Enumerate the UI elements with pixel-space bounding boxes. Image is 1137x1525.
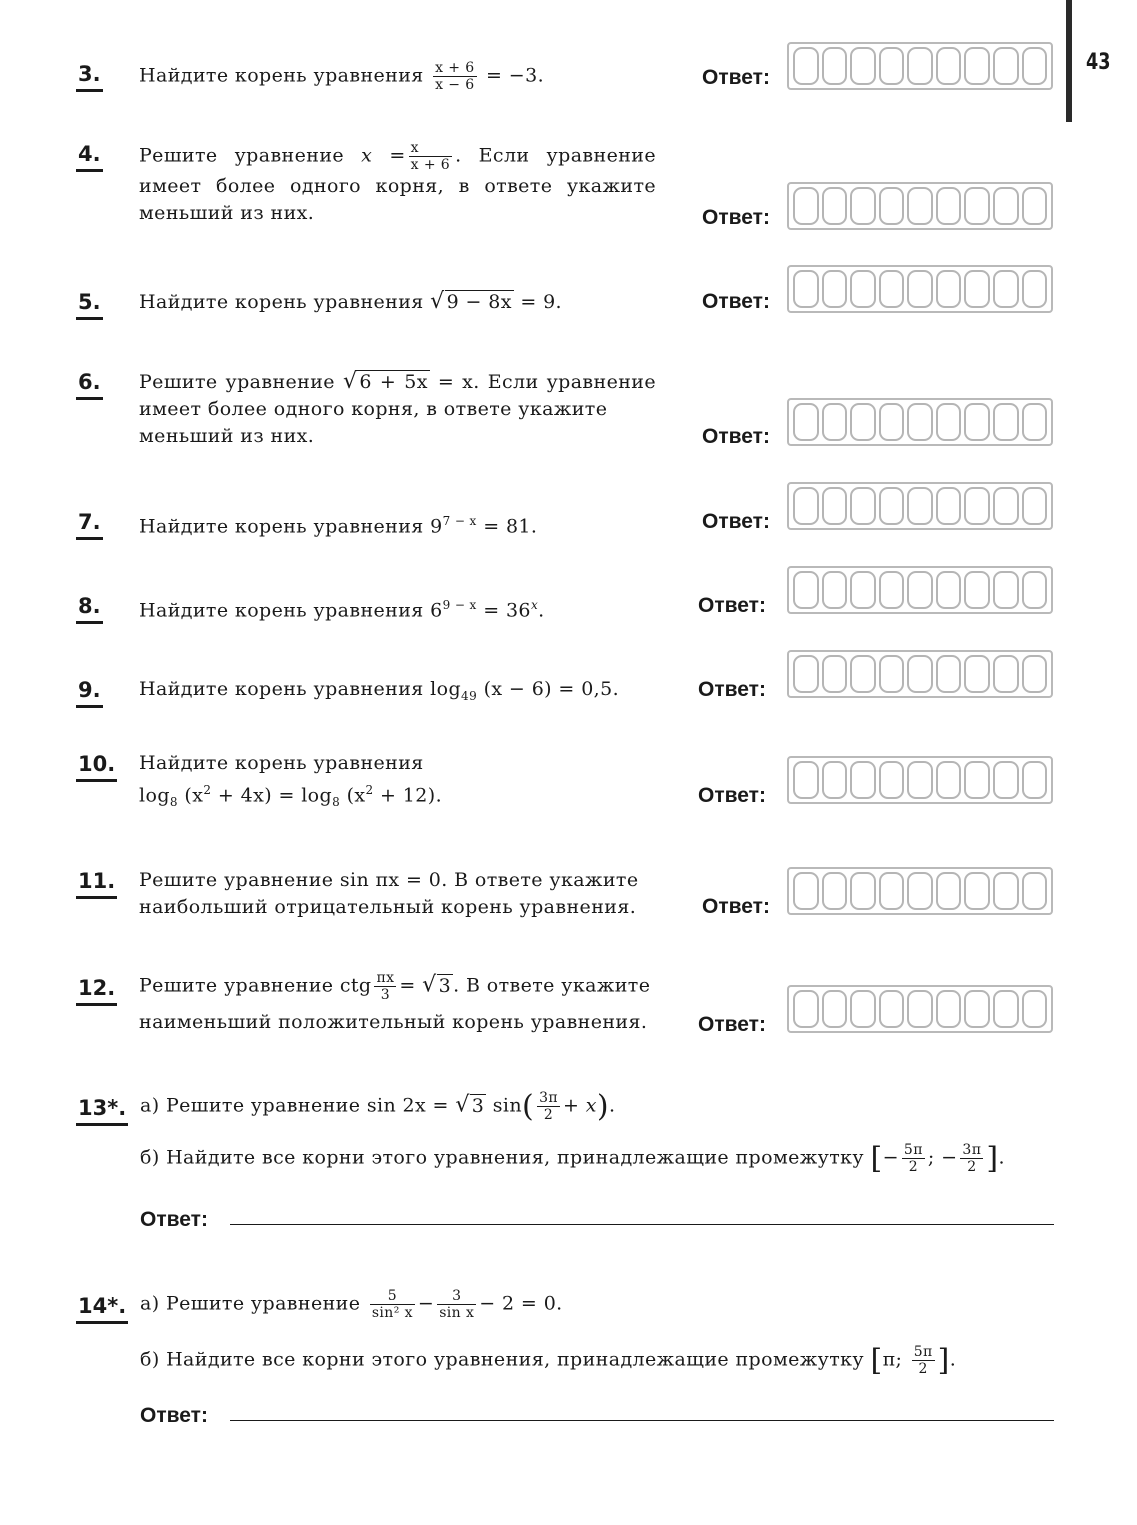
task-5-text: Найдите корень уравнения √ 9 − 8x = 9. xyxy=(139,289,562,314)
task-14-number: 14*. xyxy=(76,1294,128,1324)
task-7-answer-boxes[interactable] xyxy=(787,482,1053,530)
task-8-answer-boxes[interactable] xyxy=(787,566,1053,614)
task-10-number: 10. xyxy=(76,752,117,782)
task-11-number: 11. xyxy=(76,869,117,899)
task-6-number: 6. xyxy=(76,370,103,400)
task-14-part-b: б) Найдите все корни этого уравнения, принадлежащие промежутку [π; $\frac{5\pi}{2}$ ]. xyxy=(140,1343,957,1378)
task-10-answer-label: Ответ: xyxy=(698,784,766,807)
task-12-answer-boxes[interactable] xyxy=(787,985,1053,1033)
task-12-answer-label: Ответ: xyxy=(698,1013,766,1036)
task-10-text: Найдите корень уравнения $\log_8 (x^2 + 4x) = \log_8 (x^2 + 12)$. xyxy=(139,752,443,810)
task-8-text: Найдите корень уравнения $6^{9 - x} = 36^x$. xyxy=(139,598,545,622)
task-11-text: Решите уравнение sin πx = 0. В ответе укажите наибольший отрицательный корень уравнения. xyxy=(139,869,639,918)
task-4-answer-boxes[interactable] xyxy=(787,182,1053,230)
task-14-answer-label: Ответ: xyxy=(140,1404,208,1427)
task-13-answer-label: Ответ: xyxy=(140,1208,208,1231)
task-12-text: Решите уравнение ctg $\frac{\pi x}{3}$ = √ 3 . В ответе укажите наименьший положительный корень уравнения. xyxy=(139,970,651,1033)
task-9-text: Найдите корень уравнения $\log_{49} (x - 6) = 0,5$. xyxy=(139,678,620,703)
task-7-number: 7. xyxy=(76,510,103,540)
task-13-part-a: а) Решите уравнение sin 2x = √ 3 sin( $\frac{3\pi}{2}$ + x). xyxy=(140,1089,616,1124)
task-13-answer-line[interactable] xyxy=(230,1224,1054,1225)
page-number: 43 xyxy=(1086,50,1111,75)
task-8-number: 8. xyxy=(76,594,103,624)
task-3-answer-boxes[interactable] xyxy=(787,42,1053,90)
task-10-answer-boxes[interactable] xyxy=(787,756,1053,804)
task-13-number: 13*. xyxy=(76,1096,128,1126)
task-3-number: 3. xyxy=(76,62,103,92)
page-edge-bar xyxy=(1066,0,1072,122)
task-5-answer-label: Ответ: xyxy=(702,290,770,313)
task-9-answer-boxes[interactable] xyxy=(787,650,1053,698)
task-6-answer-label: Ответ: xyxy=(702,425,770,448)
task-14-part-a: а) Решите уравнение $\frac{5}{\text{sin² x}}$ − $\frac{3}{\text{sin x}}$ − 2 = 0. xyxy=(140,1288,563,1321)
task-14-answer-line[interactable] xyxy=(230,1420,1054,1421)
task-5-answer-boxes[interactable] xyxy=(787,265,1053,313)
task-7-text: Найдите корень уравнения $9^{7 - x} = 81$. xyxy=(139,514,538,538)
task-5-number: 5. xyxy=(76,290,103,320)
task-9-answer-label: Ответ: xyxy=(698,678,766,701)
task-4-answer-label: Ответ: xyxy=(702,206,770,229)
task-4-text: Решите уравнение x = $\frac{x}{x + 6}$ . Если уравнение имеет более одного корня, в ответе укажите меньший из них. xyxy=(139,140,657,224)
task-8-answer-label: Ответ: xyxy=(698,594,766,617)
task-7-answer-label: Ответ: xyxy=(702,510,770,533)
task-11-answer-boxes[interactable] xyxy=(787,867,1053,915)
task-12-number: 12. xyxy=(76,976,117,1006)
task-3-text: Найдите корень уравнения $\frac{x + 6}{x - 6}$ = −3. xyxy=(139,60,545,93)
task-13-part-b: б) Найдите все корни этого уравнения, принадлежащие промежутку [− $\frac{5\pi}{2}$ ; − $\frac{3\pi}{2}$ ]. xyxy=(140,1141,1005,1176)
task-6-answer-boxes[interactable] xyxy=(787,398,1053,446)
task-3-fraction: $\frac{x + 6}{x - 6}$ xyxy=(435,60,475,93)
task-9-number: 9. xyxy=(76,678,103,708)
task-3-answer-label: Ответ: xyxy=(702,66,770,89)
task-4-number: 4. xyxy=(76,142,103,172)
task-11-answer-label: Ответ: xyxy=(702,895,770,918)
task-6-text: Решите уравнение √ 6 + 5x = x. Если уравнение имеет более одного корня, в ответе укажите меньший из них. xyxy=(139,369,657,447)
